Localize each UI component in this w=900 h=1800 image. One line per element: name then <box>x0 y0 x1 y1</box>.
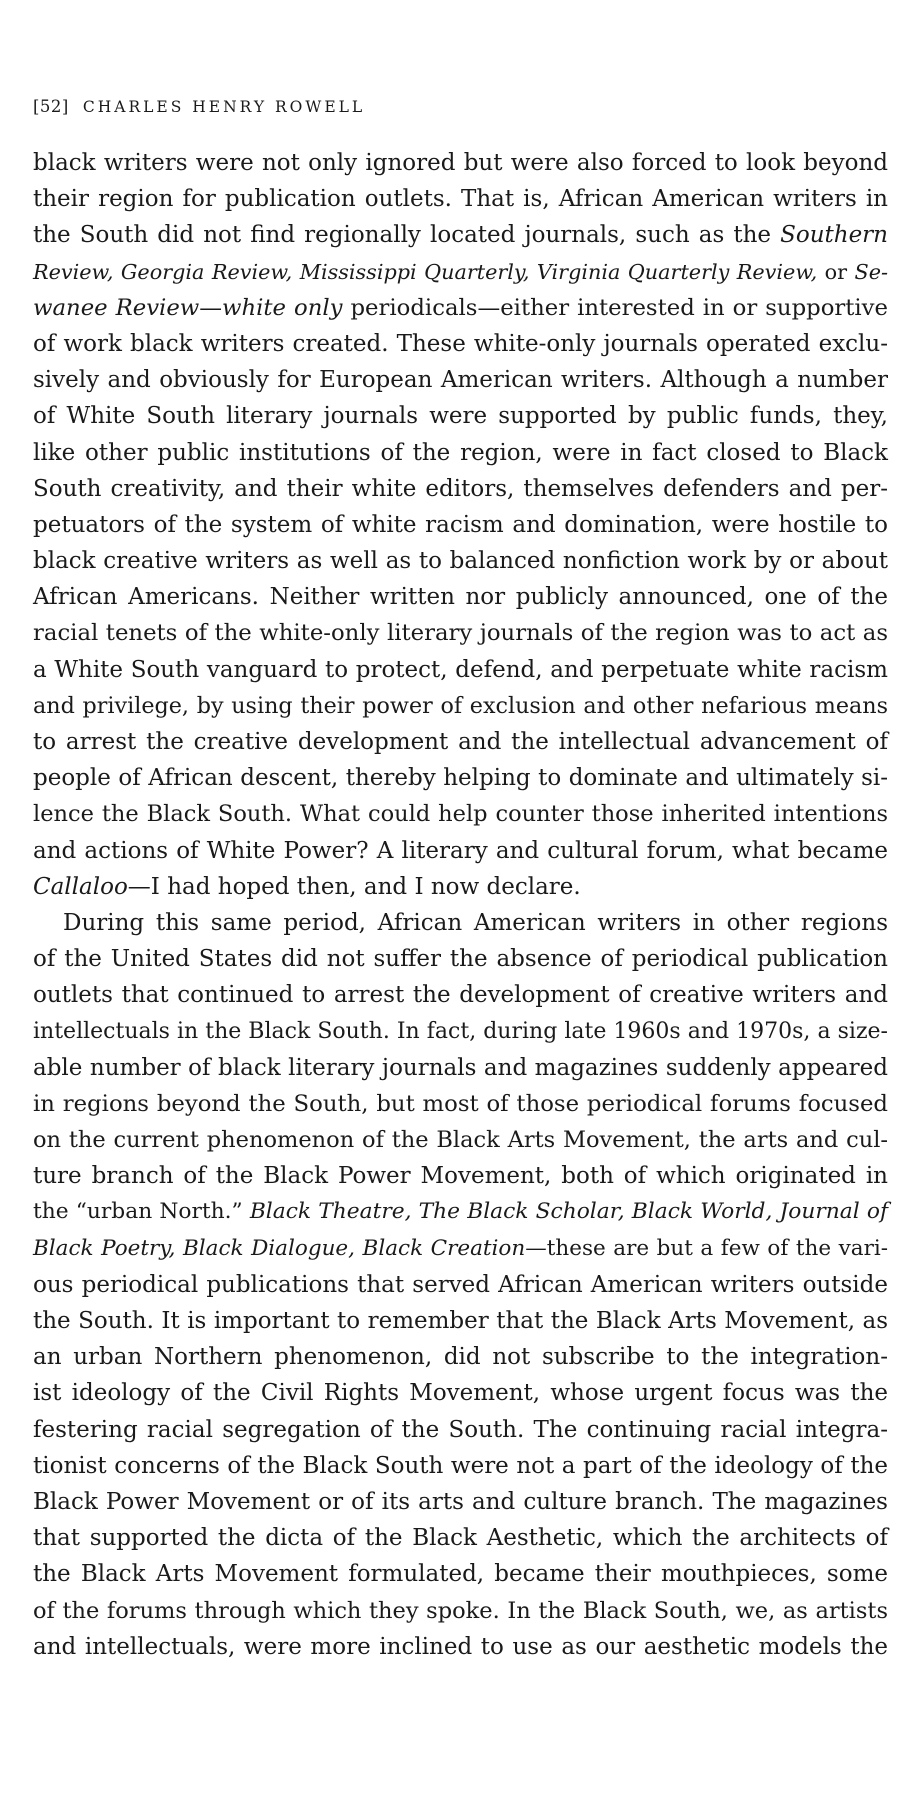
text-run: of White South literary journals were supported by public funds, they, <box>33 403 888 430</box>
text-run: of work black writers created. These white-only journals operated exclu- <box>33 330 888 357</box>
text-line <box>33 796 888 832</box>
text-run: a White South vanguard to protect, defend, and perpetuate white racism <box>33 656 888 683</box>
text-run: the Black Arts Movement formulated, became their mouthpieces, some <box>33 1561 888 1588</box>
text-run: —these are but a few of the vari- <box>525 1235 888 1261</box>
text-run: South creativity, and their white editors, themselves defenders and per- <box>33 475 888 502</box>
text-line <box>33 326 888 362</box>
text-line <box>33 181 888 217</box>
text-run: the “urban North.” <box>33 1199 250 1225</box>
text-run: of the forums through which they spoke. In the Black South, we, as artists <box>33 1597 888 1624</box>
text-line <box>33 1448 888 1484</box>
text-line <box>33 579 888 615</box>
running-head-author: CHARLES HENRY ROWELL <box>82 98 366 116</box>
text-run: black creative writers as well as to balanced nonfiction work by or about <box>33 548 888 575</box>
text-line <box>33 1014 888 1050</box>
text-line <box>33 833 888 869</box>
text-run: an urban Northern phenomenon, did not subscribe to the integration- <box>33 1344 888 1371</box>
text-line <box>33 760 888 796</box>
italic-title: Review, Georgia Review, Mississippi Quarterly, Virginia Quarterly Review, <box>33 259 818 284</box>
text-run: people of African descent, thereby helping to dominate and ultimately si- <box>33 765 888 792</box>
italic-title: Callaloo <box>33 873 128 900</box>
text-line <box>33 688 888 724</box>
text-run: on the current phenomenon of the Black Arts Movement, the arts and cul- <box>33 1127 888 1154</box>
text-run: and privilege, by using their power of exclusion and other nefarious means <box>33 692 888 719</box>
text-run: Black Power Movement or of its arts and culture branch. The magazines <box>33 1488 888 1515</box>
text-run: During this same period, African American writers in other regions <box>63 909 888 936</box>
text-line <box>33 507 888 543</box>
text-line <box>33 1086 888 1122</box>
text-run: periodicals—either interested in or supportive <box>342 294 888 321</box>
text-run: African Americans. Neither written nor publicly announced, one of the <box>33 584 888 611</box>
text-run: the South. It is important to remember that the Black Arts Movement, as <box>33 1308 888 1334</box>
text-run: of the United States did not suffer the absence of periodical publication <box>33 946 888 973</box>
text-line <box>33 1375 888 1411</box>
text-run: like other public institutions of the region, were in fact closed to Black <box>33 439 888 466</box>
text-line <box>33 1303 888 1339</box>
text-run: petuators of the system of white racism and domination, were hostile to <box>33 511 888 538</box>
text-line <box>33 615 888 651</box>
text-run: outlets that continued to arrest the development of creative writers and <box>33 982 888 1009</box>
italic-title: Southern <box>780 222 888 249</box>
text-line <box>33 362 888 398</box>
text-run: ist ideology of the Civil Rights Movement, whose urgent focus was the <box>33 1380 888 1407</box>
text-run: the South did not find regionally located journals, such as the <box>33 222 781 249</box>
text-line <box>33 869 888 905</box>
text-run: in regions beyond the South, but most of those periodical forums focused <box>33 1090 888 1117</box>
text-run: festering racial segregation of the South. The continuing racial integra- <box>33 1416 888 1443</box>
text-run: their region for publication outlets. That is, African American writers in <box>33 186 888 213</box>
text-run: to arrest the creative development and the intellectual advancement of <box>33 729 888 755</box>
text-line <box>33 941 888 977</box>
text-line <box>33 1050 888 1086</box>
text-run: lence the Black South. What could help counter those inherited intentions <box>33 801 888 828</box>
text-line <box>33 290 888 326</box>
text-run: that supported the dicta of the Black Aesthetic, which the architects of <box>33 1525 888 1552</box>
text-line <box>33 543 888 579</box>
text-run: ous periodical publications that served African American writers outside <box>33 1271 888 1298</box>
text-line <box>33 977 888 1013</box>
text-line <box>33 254 888 290</box>
text-line <box>33 652 888 688</box>
italic-title: Se- <box>854 259 888 284</box>
running-head <box>33 97 365 117</box>
text-run: —I had hoped then, and I now declare. <box>127 873 581 900</box>
text-run: or <box>817 259 855 284</box>
text-line <box>33 1520 888 1556</box>
italic-title: Black Poetry, Black Dialogue, Black Creation <box>33 1235 526 1261</box>
text-line <box>33 435 888 471</box>
text-run: — <box>199 294 223 321</box>
text-line <box>33 1412 888 1448</box>
italic-title: Black Theatre, The Black Scholar, Black World, Journal of <box>249 1199 888 1225</box>
text-line <box>33 1629 888 1665</box>
text-run: tionist concerns of the Black South were not a part of the ideology of the <box>33 1452 888 1479</box>
text-line <box>33 1267 888 1303</box>
text-line <box>33 1122 888 1158</box>
text-line <box>33 1593 888 1629</box>
text-run: ture branch of the Black Power Movement, both of which originated in <box>33 1163 888 1190</box>
text-run: able number of black literary journals and magazines suddenly appeared <box>33 1054 888 1081</box>
text-line <box>33 217 888 253</box>
text-run: sively and obviously for European American writers. Although a number <box>33 367 888 394</box>
text-line <box>33 1158 888 1194</box>
page-number: [52] <box>33 97 69 116</box>
text-line <box>33 1231 888 1267</box>
text-line <box>33 1194 888 1230</box>
text-run: and intellectuals, were more inclined to use as our aesthetic models the <box>33 1633 888 1660</box>
text-line <box>33 398 888 434</box>
text-line <box>33 905 888 941</box>
text-line <box>33 1339 888 1375</box>
body-text <box>33 145 888 1665</box>
italic-title: wanee Review <box>33 294 200 321</box>
text-run: racial tenets of the white-only literary journals of the region was to act as <box>33 620 888 647</box>
text-run: and actions of White Power? A literary and cultural forum, what became <box>33 837 888 864</box>
text-line <box>33 471 888 507</box>
text-line <box>33 145 888 181</box>
text-run: black writers were not only ignored but were also forced to look beyond <box>33 150 888 176</box>
italic-title: white only <box>222 294 343 321</box>
text-line <box>33 1556 888 1592</box>
text-run: intellectuals in the Black South. In fact, during late 1960s and 1970s, a size- <box>33 1018 888 1044</box>
text-line <box>33 1484 888 1520</box>
text-line <box>33 724 888 760</box>
